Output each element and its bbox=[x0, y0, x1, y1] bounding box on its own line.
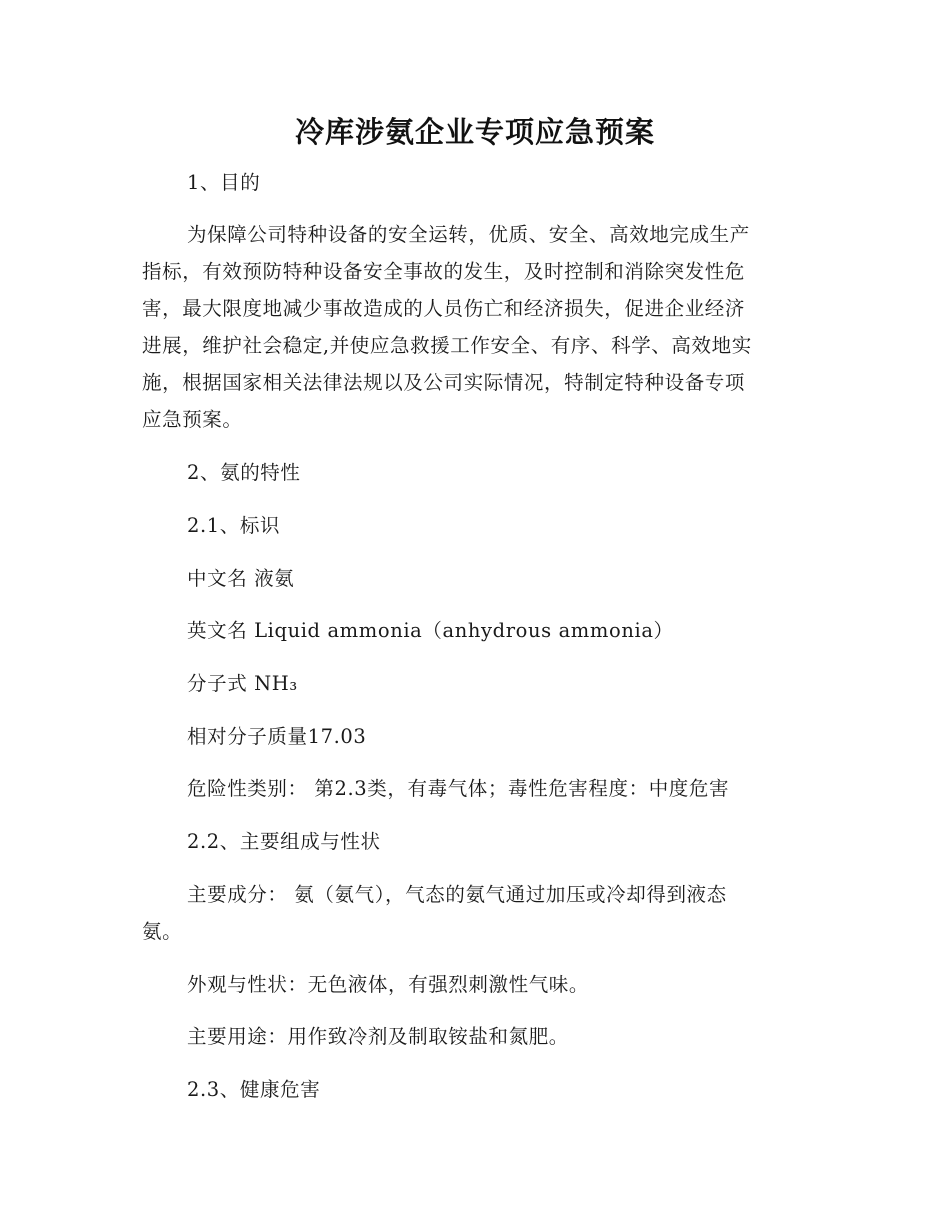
hazard-class-line: 危险性类别： 第2.3类，有毒气体；毒性危害程度：中度危害 bbox=[187, 777, 730, 800]
purpose-paragraph-line-2: 指标，有效预防特种设备安全事故的发生，及时控制和消除突发性危 bbox=[142, 260, 746, 283]
molecular-weight-line: 相对分子质量17.03 bbox=[187, 725, 367, 748]
molecular-formula-line: 分子式 NH₃ bbox=[187, 672, 298, 695]
purpose-paragraph-line-6: 应急预案。 bbox=[142, 408, 243, 431]
subsection-heading-identification: 2.1、标识 bbox=[187, 514, 281, 537]
purpose-paragraph-line-1: 为保障公司特种设备的安全运转，优质、安全、高效地完成生产 bbox=[187, 223, 750, 246]
subsection-heading-composition: 2.2、主要组成与性状 bbox=[187, 830, 381, 853]
section-heading-purpose: 1、目的 bbox=[187, 171, 261, 194]
subsection-heading-health-hazard: 2.3、健康危害 bbox=[187, 1078, 321, 1101]
composition-line-1: 主要成分： 氨（氨气），气态的氨气通过加压或冷却得到液态 bbox=[187, 883, 727, 906]
usage-line: 主要用途：用作致冷剂及制取铵盐和氮肥。 bbox=[187, 1025, 569, 1048]
document-title: 冷库涉氨企业专项应急预案 bbox=[294, 115, 655, 149]
appearance-line: 外观与性状：无色液体，有强烈刺激性气味。 bbox=[187, 973, 590, 996]
english-name-line: 英文名 Liquid ammonia（anhydrous ammonia） bbox=[187, 619, 674, 642]
purpose-paragraph-line-4: 进展，维护社会稳定,并使应急救援工作安全、有序、科学、高效地实 bbox=[142, 334, 752, 357]
purpose-paragraph-line-3: 害，最大限度地减少事故造成的人员伤亡和经济损失，促进企业经济 bbox=[142, 297, 746, 320]
purpose-paragraph-line-5: 施，根据国家相关法律法规以及公司实际情况，特制定特种设备专项 bbox=[142, 371, 746, 394]
section-heading-ammonia-properties: 2、氨的特性 bbox=[187, 461, 301, 484]
chinese-name-line: 中文名 液氨 bbox=[187, 567, 295, 590]
composition-line-2: 氨。 bbox=[142, 920, 183, 943]
